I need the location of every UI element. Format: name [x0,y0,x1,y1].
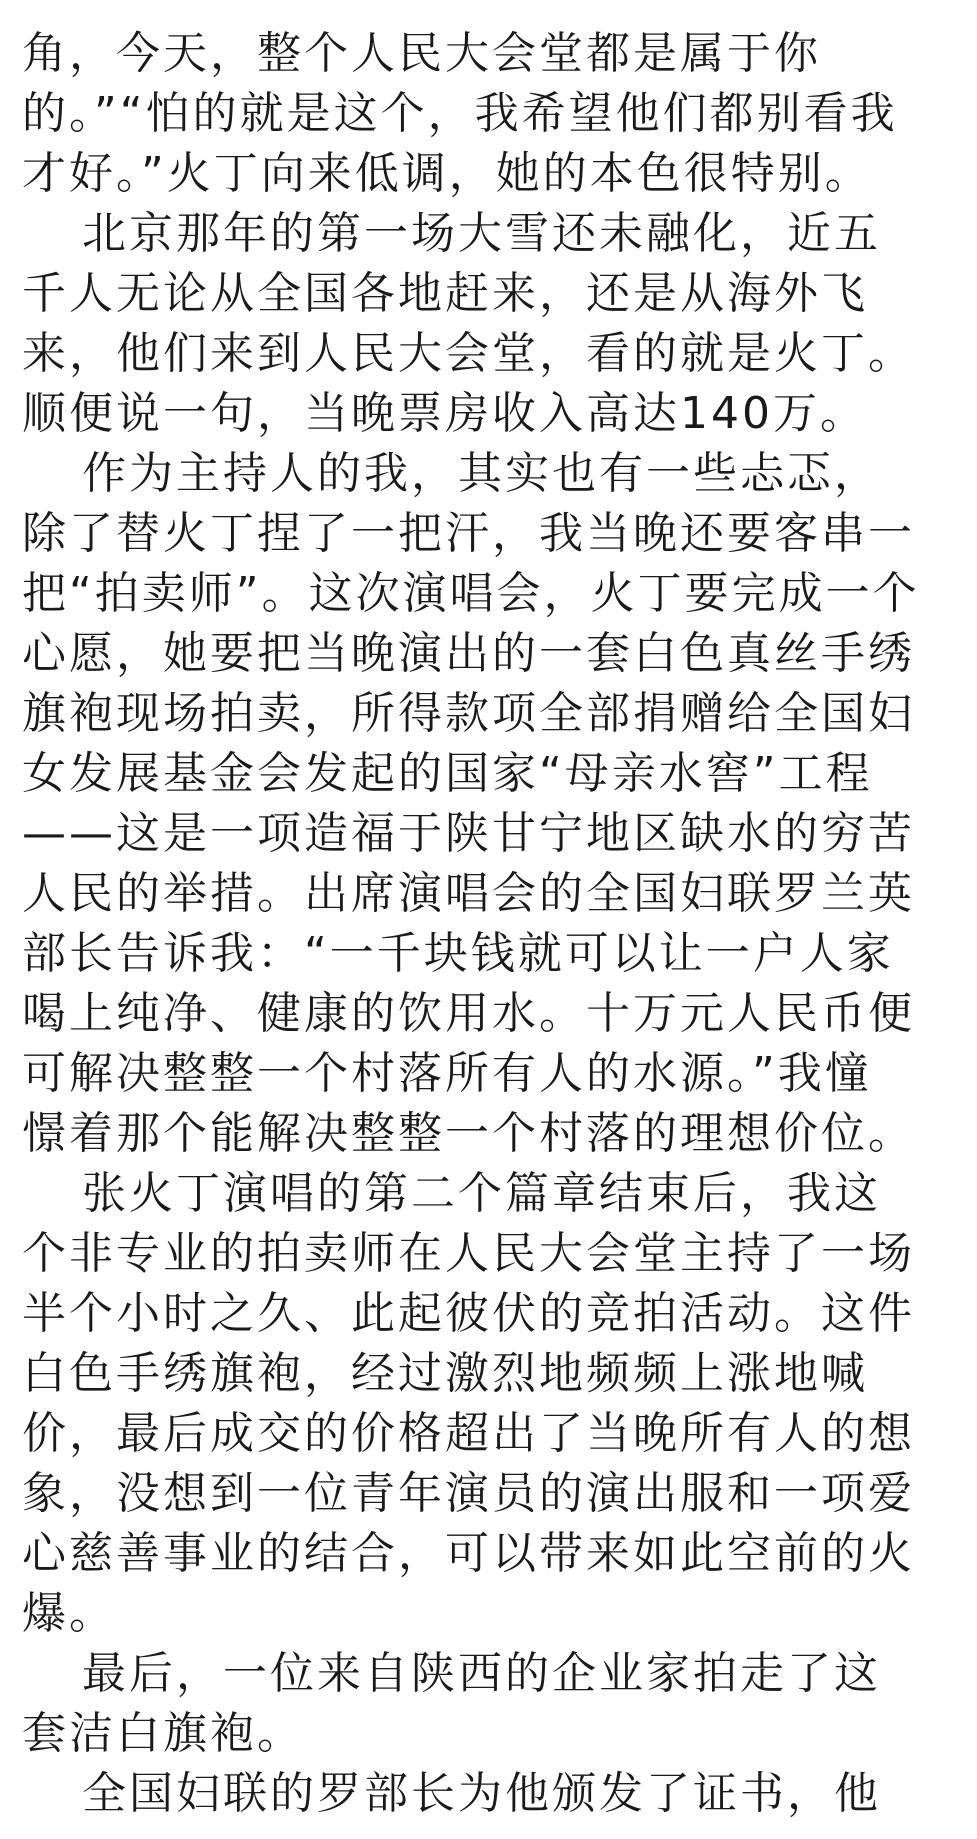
text-line: 千人无论从全国各地赶来，还是从海外飞 [22,268,868,319]
text-line: 价，最后成交的价格超出了当晚所有人的想 [22,1408,915,1459]
text-line: 心愿，她要把当晚演出的一套白色真丝手绣 [22,628,915,679]
text-line: 白色手绣旗袍，经过激烈地频频上涨地喊 [22,1348,868,1399]
text-line: 可解决整整一个村落所有人的水源。”我憧 [22,1048,872,1099]
paragraph-start-line: 全国妇联的罗部长为他颁发了证书，他 [82,1768,881,1819]
paragraph-start-line: 最后，一位来自陕西的企业家拍走了这 [82,1648,881,1699]
text-line: 憬着那个能解决整整一个村落的理想价位。 [22,1108,915,1159]
text-line: 把“拍卖师”。这次演唱会，火丁要完成一个 [22,568,920,619]
text-line: 除了替火丁捏了一把汗，我当晚还要客串一 [22,508,915,559]
text-line: 部长告诉我：“一千块钱就可以让一户人家 [22,928,894,979]
paragraph-start-line: 作为主持人的我，其实也有一些忐忑， [82,448,881,499]
text-line: ——这是一项造福于陕甘宁地区缺水的穷苦 [22,808,915,859]
text-line: 顺便说一句，当晚票房收入高达140万。 [22,388,867,439]
paragraph-start-line: 张火丁演唱的第二个篇章结束后，我这 [82,1168,881,1219]
text-line: 人民的举措。出席演唱会的全国妇联罗兰英 [22,868,915,919]
text-line: 象，没想到一位青年演员的演出服和一项爱 [22,1468,915,1519]
text-line: 半个小时之久、此起彼伏的竞拍活动。这件 [22,1288,915,1339]
paragraph-start-line: 北京那年的第一场大雪还未融化，近五 [82,208,881,259]
text-line: 心慈善事业的结合，可以带来如此空前的火 [22,1528,915,1579]
text-line: 个非专业的拍卖师在人民大会堂主持了一场 [22,1228,915,1279]
text-line: 来，他们来到人民大会堂，看的就是火丁。 [22,328,915,379]
text-line: 爆。 [22,1588,116,1639]
text-line: 角，今天，整个人民大会堂都是属于你 [22,28,821,79]
text-line: 喝上纯净、健康的饮用水。十万元人民币便 [22,988,915,1039]
text-line: 女发展基金会发起的国家“母亲水窖”工程 [22,748,873,799]
text-line: 的。”“怕的就是这个，我希望他们都别看我 [22,88,898,139]
text-line: 套洁白旗袍。 [22,1708,304,1759]
text-line: 才好。”火丁向来低调，她的本色很特别。 [22,148,872,199]
text-line: 旗袍现场拍卖，所得款项全部捐赠给全国妇 [22,688,915,739]
